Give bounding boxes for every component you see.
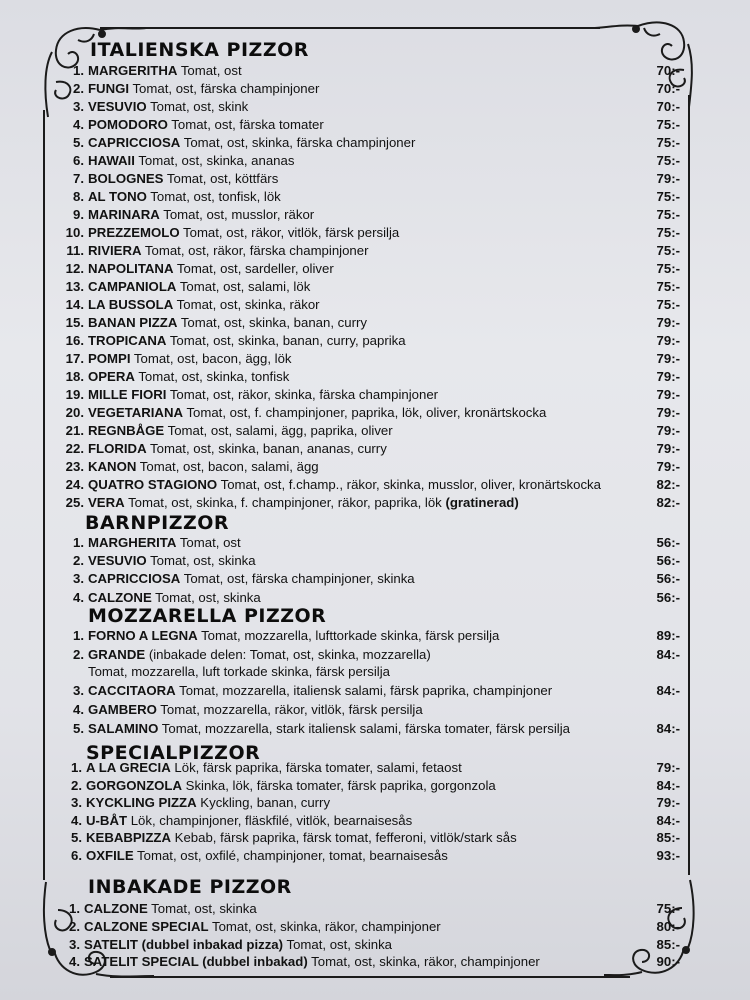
item-ingredients: Kyckling, banan, curry: [196, 795, 331, 811]
item-price: 90:-: [656, 954, 680, 970]
item-ingredients: Tomat, ost, skinka: [146, 553, 256, 569]
section-title-italienska: ITALIENSKA PIZZOR: [90, 39, 309, 61]
item-number: 3.: [71, 795, 82, 811]
item-number: 18.: [65, 369, 84, 384]
item-ingredients: Tomat, ost, skinka, tonfisk: [134, 369, 290, 384]
item-ingredients: Tomat, ost, skinka: [147, 901, 257, 916]
item-number: 9.: [73, 207, 84, 222]
menu-item: [60, 813, 680, 831]
item-ingredients: Tomat, ost, räkor, vitlök, färsk persilja: [179, 225, 400, 240]
item-ingredients: Tomat, ost, skinka, färska champinjoner: [180, 135, 416, 150]
item-name: KYCKLING PIZZA: [86, 795, 197, 811]
item-name: REGNBÅGE: [88, 423, 165, 438]
item-name: CAPRICCIOSA: [88, 571, 181, 587]
item-name: FLORIDA: [88, 441, 147, 456]
item-ingredients: Tomat, ost, skinka, räkor: [173, 297, 320, 312]
menu-item: [62, 441, 680, 459]
menu-item: [60, 795, 680, 813]
item-name: A LA GRECIA: [86, 760, 171, 775]
menu-item: [60, 760, 680, 778]
item-number: 8.: [73, 189, 84, 204]
item-number: 13.: [65, 279, 84, 294]
item-ingredients: Tomat, ost, bacon, ägg, lök: [130, 351, 292, 366]
item-ingredients: Tomat, ost, salami, lök: [176, 279, 311, 294]
item-ingredients: Tomat, ost, skink: [146, 99, 249, 114]
item-number: 5.: [71, 830, 82, 846]
item-name: VESUVIO: [88, 99, 147, 114]
item-ingredients: Lök, färsk paprika, färska tomater, salami, fetaost: [170, 760, 462, 775]
item-price: 84:-: [656, 812, 680, 828]
item-ingredients: Tomat, ost, skinka, ananas: [134, 153, 295, 168]
item-price: 75:-: [656, 297, 680, 312]
item-name: OXFILE: [86, 848, 134, 863]
menu-item: [62, 405, 680, 423]
item-name: MARGHERITA: [88, 535, 177, 550]
item-number: 1.: [73, 535, 84, 550]
menu-item: [62, 423, 680, 441]
item-number: 6.: [73, 153, 84, 168]
menu-item: [58, 937, 680, 955]
item-number: 10.: [65, 225, 84, 240]
item-ingredients: Tomat, ost, färska tomater: [167, 117, 324, 132]
item-price: 79:-: [656, 333, 680, 348]
item-ingredients: Tomat, ost, färska champinjoner: [129, 81, 320, 96]
item-price: 79:-: [656, 351, 680, 366]
item-name: VESUVIO: [88, 553, 147, 569]
item-name: RIVIERA: [88, 243, 142, 258]
item-price: 75:-: [656, 279, 680, 294]
item-ingredients: Skinka, lök, färska tomater, färsk paprika, gorgonzola: [181, 777, 496, 793]
item-price: 79:-: [656, 441, 680, 456]
item-price: 75:-: [656, 261, 680, 276]
item-number: 22.: [65, 441, 84, 456]
section-title-barnpizzor: BARNPIZZOR: [85, 512, 230, 534]
item-price: 56:-: [656, 571, 680, 587]
item-ingredients: Tomat, ost, skinka, banan, ananas, curry: [146, 441, 387, 456]
menu-item: [62, 683, 680, 701]
menu-item: [62, 297, 680, 315]
item-name: VEGETARIANA: [88, 405, 184, 420]
item-price: 75:-: [656, 117, 680, 132]
menu-item: [62, 261, 680, 279]
section-title-mozzarella: MOZZARELLA PIZZOR: [88, 605, 327, 627]
item-name: BOLOGNES: [88, 171, 164, 186]
menu-item: [62, 207, 680, 225]
item-number: 3.: [73, 571, 84, 587]
item-name: CAMPANIOLA: [88, 279, 177, 294]
menu-item: [62, 315, 680, 333]
item-number: 2.: [69, 918, 80, 934]
menu-item: [58, 954, 680, 972]
item-name: OPERA: [88, 369, 135, 384]
item-number: 2.: [73, 647, 84, 662]
item-number: 1.: [73, 63, 84, 78]
item-price: 79:-: [656, 459, 680, 474]
item-price: 70:-: [656, 99, 680, 114]
item-ingredients: Tomat, ost, skinka, banan, curry: [177, 315, 367, 330]
item-name: AL TONO: [88, 189, 147, 204]
item-name: NAPOLITANA: [88, 261, 174, 276]
item-number: 4.: [69, 954, 80, 970]
item-name: MARGERITHA: [88, 63, 178, 78]
item-name: FORNO A LEGNA: [88, 628, 198, 643]
item-price: 84:-: [656, 777, 680, 793]
item-price: 84:-: [656, 721, 680, 736]
item-price: 70:-: [656, 63, 680, 78]
item-ingredients: Tomat, ost, skinka, räkor, champinjoner: [208, 918, 441, 934]
item-price: 79:-: [656, 423, 680, 438]
item-ingredients: Tomat, ost: [177, 63, 242, 78]
item-ingredients: Tomat, mozzarella, lufttorkade skinka, färsk persilja: [197, 628, 500, 643]
menu-item: [62, 351, 680, 369]
item-number: 21.: [65, 423, 84, 438]
item-number: 15.: [65, 315, 84, 330]
item-number: 4.: [73, 117, 84, 132]
item-number: 19.: [65, 387, 84, 402]
item-number: 12.: [65, 261, 84, 276]
item-ingredients: Tomat, ost, f. champinjoner, paprika, lök, oliver, kronärtskocka: [183, 405, 547, 420]
item-price: 79:-: [656, 760, 680, 775]
item-ingredients: Tomat, ost, räkor, skinka, färska champinjoner: [166, 387, 439, 402]
item-ingredients: Tomat, ost, skinka, banan, curry, paprika: [166, 333, 406, 348]
menu-item: [62, 535, 680, 553]
menu-item: [60, 848, 680, 866]
item-ingredients: Tomat, ost, skinka, f. champinjoner, räkor, paprika, lök: [124, 495, 446, 510]
frame-bottom-line: [110, 976, 630, 978]
item-number: 6.: [71, 848, 82, 863]
item-ingredients: Tomat, ost, tonfisk, lök: [146, 189, 281, 204]
item-ingredients: Tomat, ost, sardeller, oliver: [173, 261, 334, 276]
item-number: 1.: [69, 901, 80, 916]
menu-item: [62, 387, 680, 405]
item-name: PREZZEMOLO: [88, 225, 180, 240]
menu-item: [62, 135, 680, 153]
menu-item: [62, 225, 680, 243]
menu-item: [62, 243, 680, 261]
menu-item: [62, 333, 680, 351]
menu-item: [58, 901, 680, 919]
section-title-special: SPECIALPIZZOR: [86, 742, 261, 764]
menu-item: [60, 830, 680, 848]
menu-item: [62, 279, 680, 297]
item-price: 79:-: [656, 171, 680, 186]
item-price: 56:-: [656, 535, 680, 550]
item-name: SALAMINO: [88, 721, 159, 736]
item-name: TROPICANA: [88, 333, 167, 348]
item-number: 16.: [65, 333, 84, 348]
menu-item: [62, 459, 680, 477]
item-number: 7.: [73, 171, 84, 186]
item-number: 4.: [73, 589, 84, 605]
item-ingredients: Tomat, ost, oxfilé, champinjoner, tomat, bearnaisesås: [133, 848, 448, 863]
menu-item: [62, 721, 680, 739]
item-ingredients: Lök, champinjoner, fläskfilé, vitlök, bearnaisesås: [127, 812, 413, 828]
item-number: 1.: [73, 628, 84, 643]
item-number: 3.: [73, 99, 84, 114]
item-name: GRANDE: [88, 647, 146, 662]
item-number: 3.: [73, 683, 84, 698]
item-name: POMODORO: [88, 117, 168, 132]
item-note: (gratinerad): [445, 495, 519, 510]
item-price: 85:-: [656, 830, 680, 846]
menu-item: [62, 702, 680, 720]
menu-item: [62, 99, 680, 117]
item-name: BANAN PIZZA: [88, 315, 178, 330]
item-price: 84:-: [656, 683, 680, 698]
menu-item: [62, 117, 680, 135]
item-number: 2.: [73, 81, 84, 96]
item-ingredients: Tomat, ost, musslor, räkor: [159, 207, 315, 222]
item-name: CALZONE: [88, 589, 152, 605]
item-price: 79:-: [656, 315, 680, 330]
item-price: 75:-: [656, 207, 680, 222]
menu-item: [62, 153, 680, 171]
item-price: 85:-: [656, 936, 680, 952]
item-number: 25.: [65, 495, 84, 510]
item-name: HAWAII: [88, 153, 135, 168]
item-name: MILLE FIORI: [88, 387, 167, 402]
menu-item: [62, 647, 680, 665]
frame-right-line: [688, 95, 690, 875]
menu-item: [62, 553, 680, 571]
item-ingredients: Tomat, ost, skinka, räkor, champinjoner: [307, 954, 540, 970]
item-price: 82:-: [656, 495, 680, 510]
item-price: 79:-: [656, 369, 680, 384]
menu-item: [62, 171, 680, 189]
item-price: 75:-: [656, 153, 680, 168]
item-price: 70:-: [656, 81, 680, 96]
section-title-inbakade: INBAKADE PIZZOR: [88, 876, 292, 898]
menu-item: [62, 63, 680, 81]
item-price: 82:-: [656, 477, 680, 492]
item-name: QUATRO STAGIONO: [88, 477, 218, 492]
menu-item: [62, 571, 680, 589]
item-price: 79:-: [656, 387, 680, 402]
item-name: GAMBERO: [88, 702, 157, 717]
item-name: U-BÅT: [86, 812, 128, 828]
item-number: 4.: [71, 812, 82, 828]
item-name: FUNGI: [88, 81, 130, 96]
item-price: 89:-: [656, 628, 680, 643]
item-name: CALZONE: [84, 901, 148, 916]
item-price: 84:-: [656, 647, 680, 662]
item-price: 75:-: [656, 901, 680, 916]
item-ingredients: Tomat, ost: [176, 535, 241, 550]
item-ingredients: Tomat, mozzarella, räkor, vitlök, färsk persilja: [156, 702, 423, 717]
item-price: 75:-: [656, 225, 680, 240]
item-name: GORGONZOLA: [86, 777, 182, 793]
item-name: CAPRICCIOSA: [88, 135, 181, 150]
item-price: 79:-: [656, 405, 680, 420]
item-number: 5.: [73, 721, 84, 736]
item-price: 75:-: [656, 243, 680, 258]
item-price: 75:-: [656, 135, 680, 150]
item-ingredients: Tomat, mozzarella, italiensk salami, färsk paprika, champinjoner: [175, 683, 553, 698]
item-ingredients: Tomat, ost, färska champinjoner, skinka: [180, 571, 415, 587]
item-name: KANON: [88, 459, 137, 474]
item-price: 56:-: [656, 589, 680, 605]
item-number: 14.: [65, 297, 84, 312]
item-name: MARINARA: [88, 207, 160, 222]
frame-top-line: [100, 27, 600, 29]
menu-item: [62, 189, 680, 207]
item-ingredients: Kebab, färsk paprika, färsk tomat, fefferoni, vitlök/stark sås: [171, 830, 517, 846]
item-number: 2.: [73, 553, 84, 569]
item-name: KEBABPIZZA: [86, 830, 171, 846]
item-ingredients: Tomat, ost, salami, ägg, paprika, oliver: [164, 423, 393, 438]
item-name: CACCITAORA: [88, 683, 176, 698]
item-price: 80:-: [656, 918, 680, 934]
menu-item: [62, 628, 680, 646]
item-ingredients: Tomat, ost, räkor, färska champinjoner: [141, 243, 369, 258]
menu-item: [62, 81, 680, 99]
menu-item: [62, 369, 680, 387]
item-ingredients-continued: Tomat, mozzarella, luft torkade skinka, färsk persilja: [88, 664, 390, 679]
menu-item: [60, 778, 680, 796]
item-name: CALZONE SPECIAL: [84, 918, 209, 934]
item-ingredients: Tomat, ost, skinka: [151, 589, 261, 605]
item-number: 17.: [65, 351, 84, 366]
item-price: 56:-: [656, 553, 680, 569]
item-number: 20.: [65, 405, 84, 420]
item-ingredients: Tomat, mozzarella, stark italiensk salami, färska tomater, färsk persilja: [158, 721, 570, 736]
item-number: 3.: [69, 936, 80, 952]
menu-item: [62, 477, 680, 495]
menu-item: [62, 495, 680, 513]
item-number: 5.: [73, 135, 84, 150]
menu-item: [58, 919, 680, 937]
item-price: 93:-: [656, 848, 680, 863]
item-ingredients: (inbakade delen: Tomat, ost, skinka, mozzarella): [145, 647, 431, 662]
item-ingredients: Tomat, ost, köttfärs: [163, 171, 279, 186]
item-name: POMPI: [88, 351, 131, 366]
item-number: 23.: [65, 459, 84, 474]
item-ingredients: Tomat, ost, f.champ., räkor, skinka, musslor, oliver, kronärtskocka: [217, 477, 601, 492]
item-number: 2.: [71, 777, 82, 793]
item-number: 4.: [73, 702, 84, 717]
item-name: LA BUSSOLA: [88, 297, 174, 312]
item-name: SATELIT (dubbel inbakad pizza): [84, 936, 284, 952]
item-price: 79:-: [656, 795, 680, 811]
item-ingredients: Tomat, ost, bacon, salami, ägg: [136, 459, 319, 474]
item-number: 1.: [71, 760, 82, 775]
item-ingredients: Tomat, ost, skinka: [283, 936, 393, 952]
item-number: 11.: [66, 243, 84, 258]
frame-left-line: [43, 110, 45, 880]
item-number: 24.: [65, 477, 84, 492]
item-price: 75:-: [656, 189, 680, 204]
item-name: VERA: [88, 495, 125, 510]
item-name: SATELIT SPECIAL (dubbel inbakad): [84, 954, 308, 970]
